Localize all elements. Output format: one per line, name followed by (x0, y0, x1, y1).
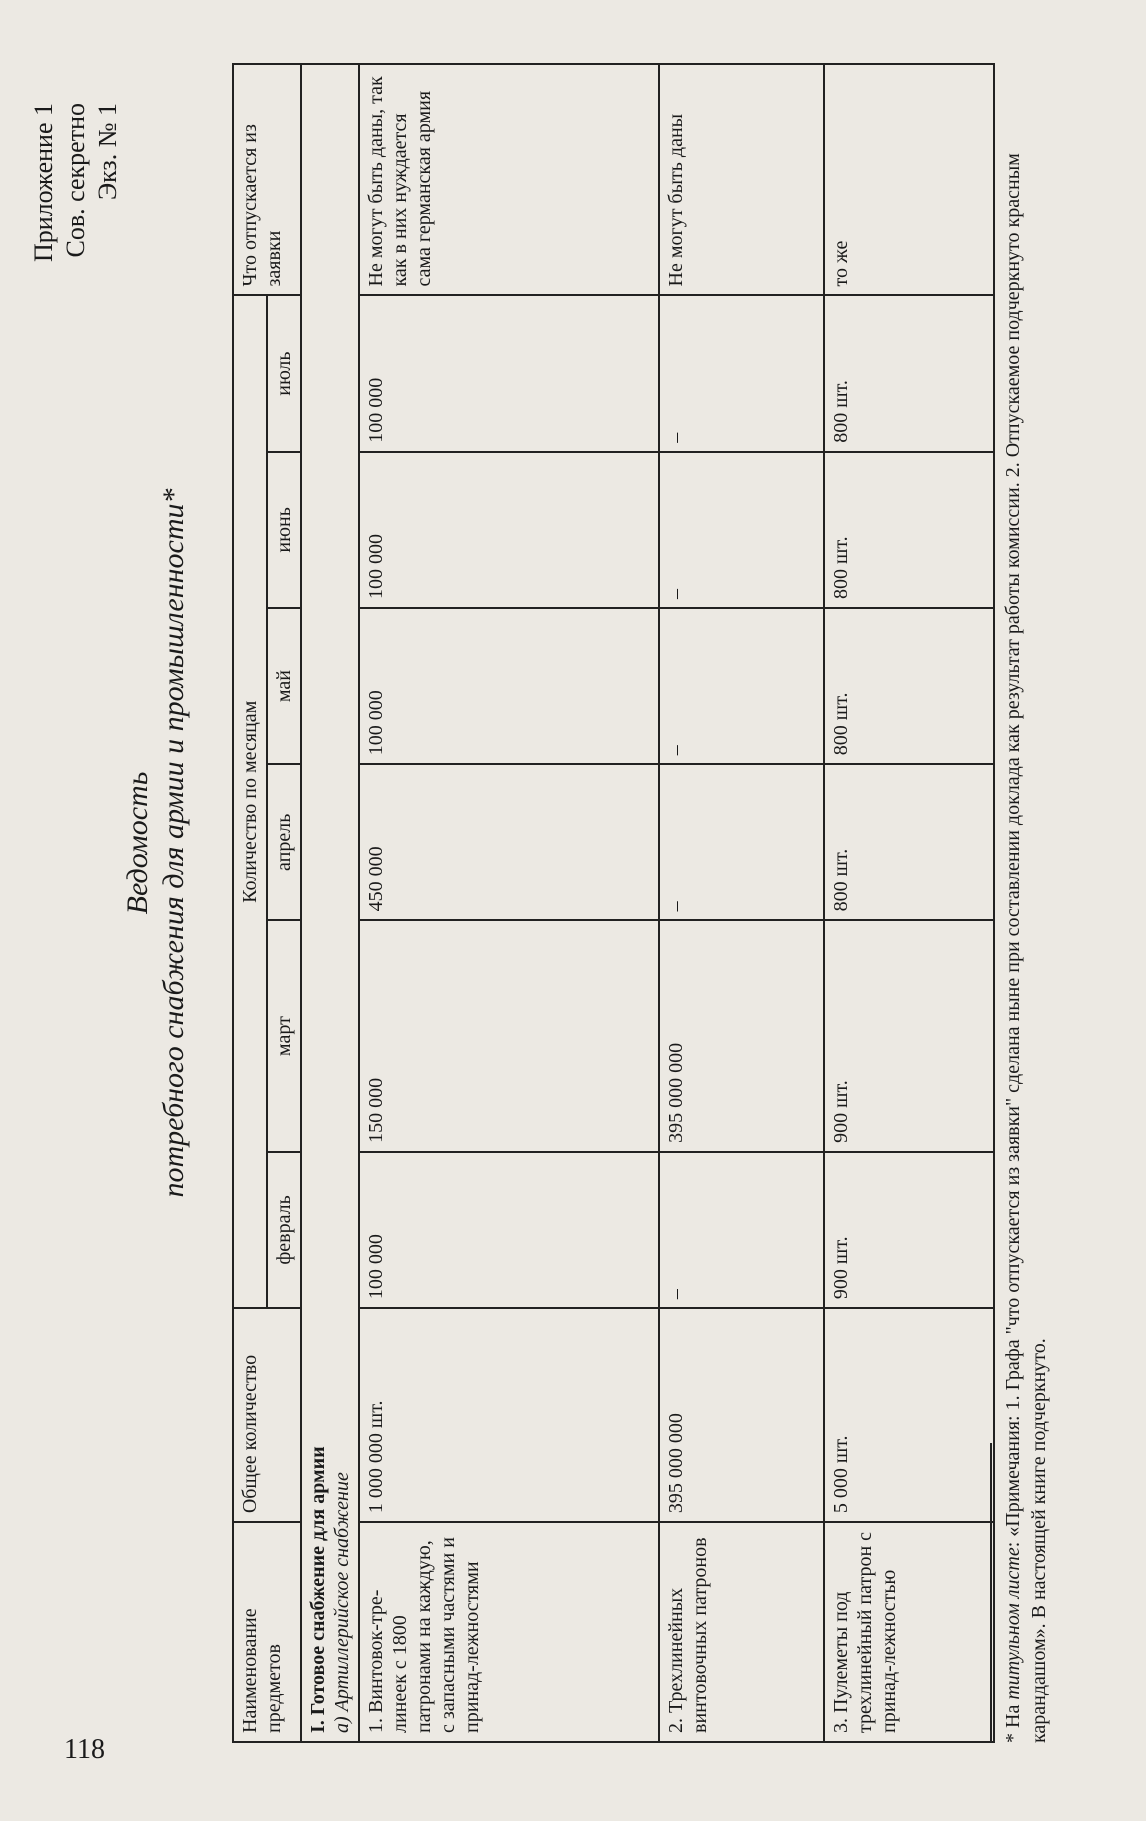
copy-number: Экз. № 1 (93, 103, 122, 201)
row-released: то же (824, 64, 994, 295)
row-month-value: 100 000 (359, 608, 659, 764)
table-row (824, 64, 994, 1742)
appendix-label: Приложение 1 (29, 103, 58, 263)
footnote-italic: титульном листе (1002, 1547, 1024, 1700)
row-month-value: 450 000 (359, 764, 659, 920)
row-released: Не могут быть даны (659, 64, 824, 295)
month-header: июль (267, 295, 301, 451)
row-month-value: 100 000 (359, 295, 659, 451)
section-subtitle: а) Артиллерийское снабжение (331, 1472, 353, 1733)
footnote-text: : «Примечания: 1. Графа "что отпускается из заявки" сделана ныне при составлении доклада как результат работы комиссии. 2. Отпускаемое подчеркнуто красным карандашом». В настоящей книге подчеркнуто. (1002, 153, 1050, 1743)
row-month-value: 900 шт. (824, 920, 994, 1151)
row-month-value: 800 шт. (824, 295, 994, 451)
row-total: 5 000 шт. (824, 1308, 994, 1522)
row-month-value: 800 шт. (824, 452, 994, 608)
month-header: май (267, 608, 301, 764)
col-name-header: Наименование предметов (233, 1522, 301, 1742)
row-name: 1. Винтовок-тре-линеек с 1800 патронами на каждую, с запасными частями и принад-лежностями (359, 1522, 659, 1742)
row-month-value: 900 шт. (824, 1152, 994, 1308)
page-number: 118 (64, 1734, 105, 1765)
row-month-value: 395 000 000 (659, 920, 824, 1151)
row-released: Не могут быть даны, так как в них нуждается сама германская армия (359, 64, 659, 295)
secrecy-label: Сов. секретно (61, 103, 90, 258)
section-cell (301, 64, 359, 1742)
title-line-2: потребного снабжения для армии и промышленности* (157, 488, 190, 1198)
footnote (1000, 63, 1052, 1743)
table-row (659, 64, 824, 1742)
row-month-value: 100 000 (359, 1152, 659, 1308)
document-header (28, 103, 124, 262)
row-month-value: 150 000 (359, 920, 659, 1151)
section-title: I. Готовое снабжение для армии (307, 1446, 329, 1733)
table-row (359, 64, 659, 1742)
row-month-value: – (659, 295, 824, 451)
row-month-value: 800 шт. (824, 764, 994, 920)
month-header: февраль (267, 1152, 301, 1308)
month-header: апрель (267, 764, 301, 920)
col-months-group-header: Количество по месяцам (233, 295, 267, 1308)
row-month-value: 100 000 (359, 452, 659, 608)
row-total: 1 000 000 шт. (359, 1308, 659, 1522)
row-month-value: – (659, 764, 824, 920)
row-month-value: – (659, 608, 824, 764)
document-title (120, 263, 192, 1423)
section-row (301, 64, 359, 1742)
row-name: 3. Пулеметы под трехлинейный патрон с принад-лежностью (824, 1522, 994, 1742)
col-total-header: Общее количество (233, 1308, 301, 1522)
footnote-lead: * На (1002, 1699, 1024, 1743)
supply-table (232, 63, 995, 1743)
month-header: март (267, 920, 301, 1151)
table-header-row (233, 64, 267, 1742)
row-month-value: – (659, 1152, 824, 1308)
rotated-document (0, 63, 1080, 1783)
row-total: 395 000 000 (659, 1308, 824, 1522)
row-month-value: 800 шт. (824, 608, 994, 764)
row-month-value: – (659, 452, 824, 608)
month-header: июнь (267, 452, 301, 608)
title-line-1: Ведомость (121, 771, 154, 915)
col-released-header: Что отпускается из заявки (233, 64, 301, 295)
row-name: 2. Трехлинейных винтовочных патронов (659, 1522, 824, 1742)
footnote-divider (990, 1443, 992, 1743)
